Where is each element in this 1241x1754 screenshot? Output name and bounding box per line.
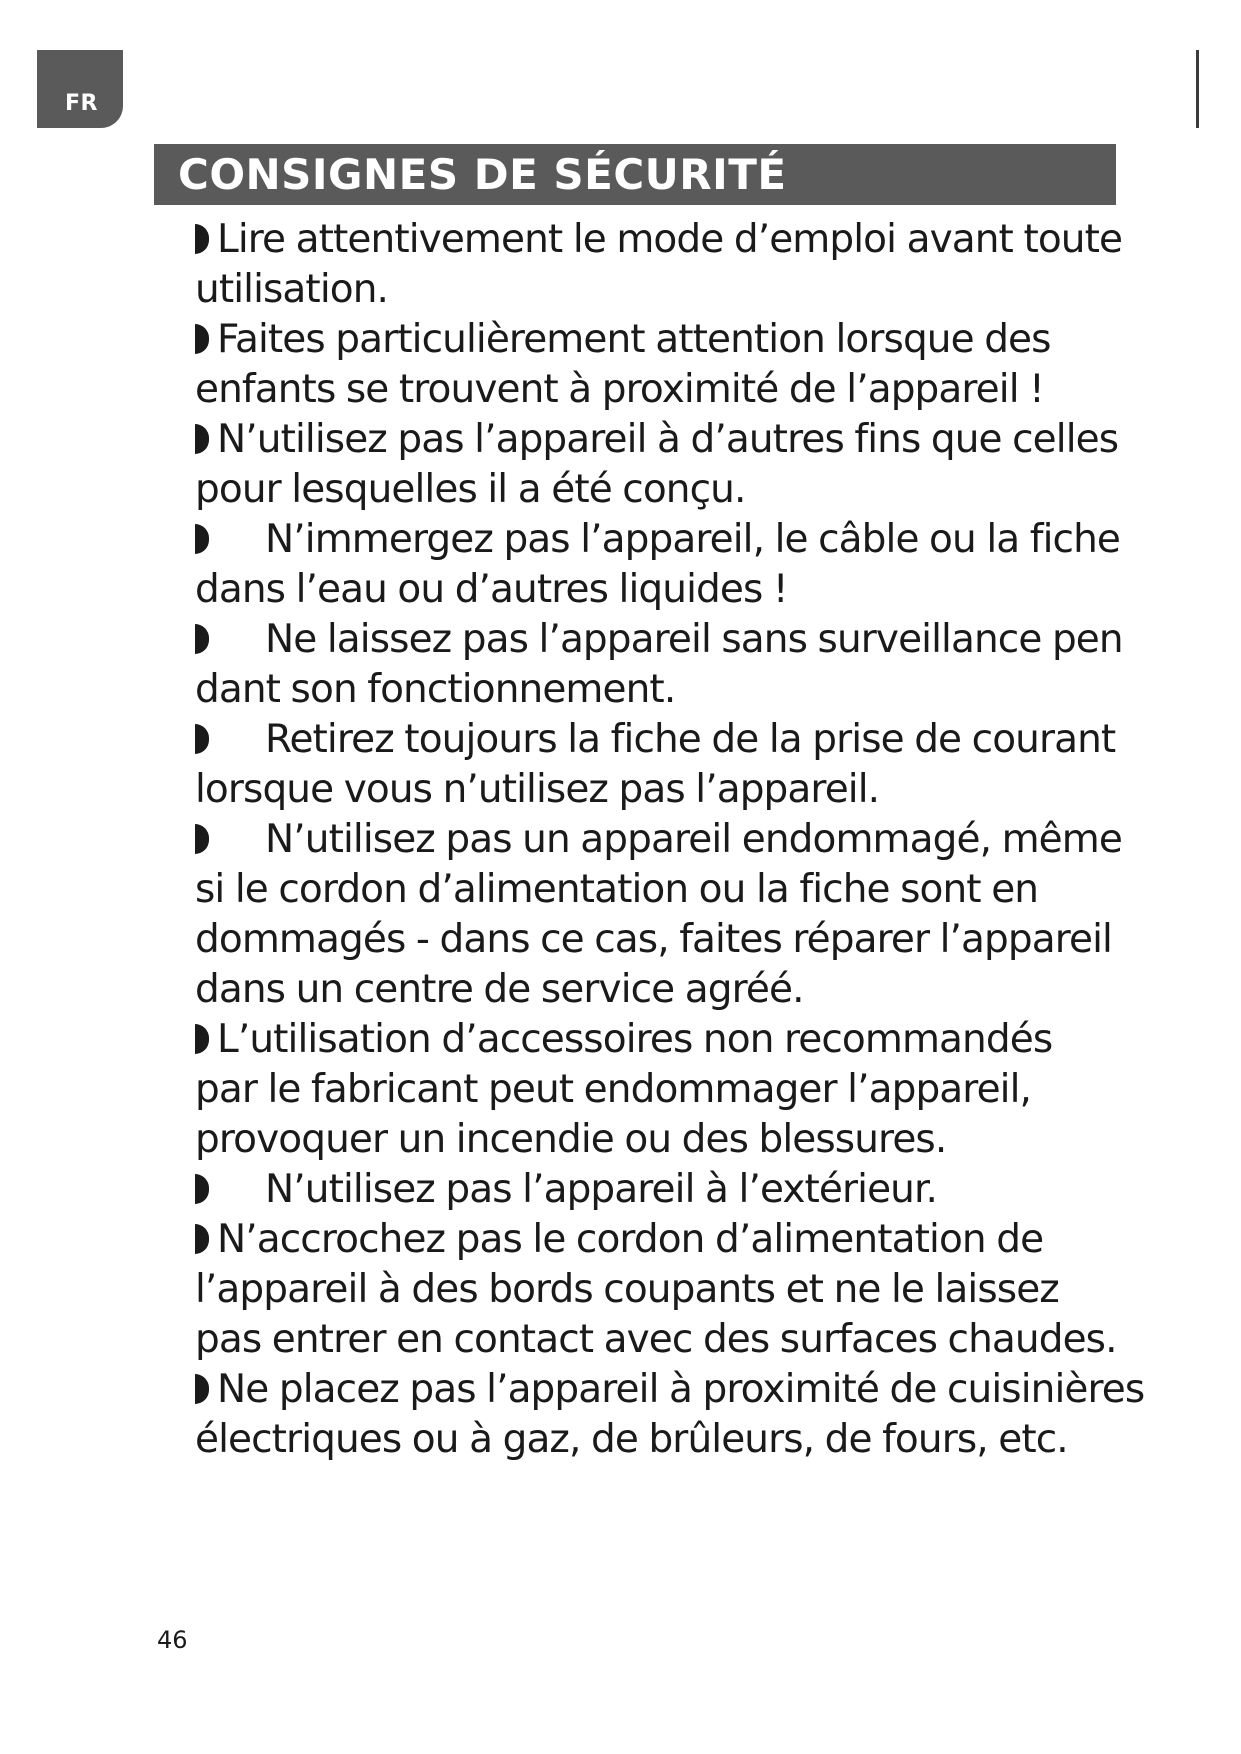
instruction-line: Ne placez pas l’appareil à proximité de cuisinières (217, 1367, 1145, 1412)
section-title: CONSIGNES DE SÉCURITÉ (178, 149, 787, 199)
language-code: FR (65, 91, 98, 116)
instruction-line: dans un centre de service agréé. (195, 967, 804, 1012)
instruction-item-continuation (195, 465, 1205, 515)
bullet-icon (195, 224, 209, 254)
margin-rule (1196, 50, 1199, 128)
instruction-line: l’appareil à des bords coupants et ne le laissez (195, 1267, 1059, 1312)
instruction-item (195, 615, 1205, 665)
instruction-line: par le fabricant peut endommager l’appareil, (195, 1067, 1032, 1112)
instruction-item-continuation (195, 765, 1205, 815)
instruction-item-continuation (195, 965, 1205, 1015)
instruction-line: lorsque vous n’utilisez pas l’appareil. (195, 767, 880, 812)
instruction-line: dant son fonctionnement. (195, 667, 676, 712)
instruction-line: L’utilisation d’accessoires non recommandés (217, 1017, 1053, 1062)
instruction-item (195, 715, 1205, 765)
section-header (154, 144, 1116, 205)
bullet-icon (195, 1024, 209, 1054)
instruction-line: N’utilisez pas un appareil endommagé, même (265, 817, 1122, 862)
instruction-item (195, 215, 1205, 265)
instruction-item (195, 1215, 1205, 1265)
bullet-icon (195, 1174, 209, 1204)
instruction-line: N’utilisez pas l’appareil à d’autres fins que celles (217, 417, 1119, 462)
instruction-line: Retirez toujours la fiche de la prise de courant (265, 717, 1116, 762)
bullet-icon (195, 524, 209, 554)
instruction-item (195, 1365, 1205, 1415)
instruction-line: N’utilisez pas l’appareil à l’extérieur. (265, 1167, 938, 1212)
instruction-line: dans l’eau ou d’autres liquides ! (195, 567, 788, 612)
instruction-item-continuation (195, 915, 1205, 965)
instruction-line: enfants se trouvent à proximité de l’appareil ! (195, 367, 1044, 412)
instruction-item-continuation (195, 365, 1205, 415)
instruction-line: N’accrochez pas le cordon d’alimentation de (217, 1217, 1044, 1262)
instruction-item-continuation (195, 265, 1205, 315)
instruction-item (195, 815, 1205, 865)
instruction-line: pour lesquelles il a été conçu. (195, 467, 746, 512)
safety-instructions-list (195, 215, 1205, 1465)
instruction-line: Lire attentivement le mode d’emploi avant toute (217, 217, 1123, 262)
instruction-item (195, 415, 1205, 465)
instruction-item-continuation (195, 1265, 1205, 1315)
bullet-icon (195, 424, 209, 454)
instruction-item-continuation (195, 1315, 1205, 1365)
bullet-icon (195, 824, 209, 854)
instruction-item-continuation (195, 1115, 1205, 1165)
page-number: 46 (157, 1626, 188, 1654)
instruction-item-continuation (195, 865, 1205, 915)
instruction-line: dommagés - dans ce cas, faites réparer l’appareil (195, 917, 1112, 962)
instruction-item-continuation (195, 1415, 1205, 1465)
instruction-item-continuation (195, 1065, 1205, 1115)
instruction-line: si le cordon d’alimentation ou la fiche sont en (195, 867, 1039, 912)
instruction-item (195, 515, 1205, 565)
bullet-icon (195, 1374, 209, 1404)
instruction-line: provoquer un incendie ou des blessures. (195, 1117, 947, 1162)
instruction-item-continuation (195, 665, 1205, 715)
instruction-line: utilisation. (195, 267, 389, 312)
instruction-item (195, 1165, 1205, 1215)
bullet-icon (195, 324, 209, 354)
instruction-line: Faites particulièrement attention lorsque des (217, 317, 1051, 362)
instruction-line: Ne laissez pas l’appareil sans surveillance pen (265, 617, 1123, 662)
instruction-item (195, 1015, 1205, 1065)
instruction-item-continuation (195, 565, 1205, 615)
instruction-line: N’immergez pas l’appareil, le câble ou la fiche (265, 517, 1120, 562)
language-tab (37, 50, 123, 128)
bullet-icon (195, 724, 209, 754)
bullet-icon (195, 1224, 209, 1254)
bullet-icon (195, 624, 209, 654)
instruction-item (195, 315, 1205, 365)
instruction-line: électriques ou à gaz, de brûleurs, de fours, etc. (195, 1417, 1068, 1462)
instruction-line: pas entrer en contact avec des surfaces chaudes. (195, 1317, 1117, 1362)
